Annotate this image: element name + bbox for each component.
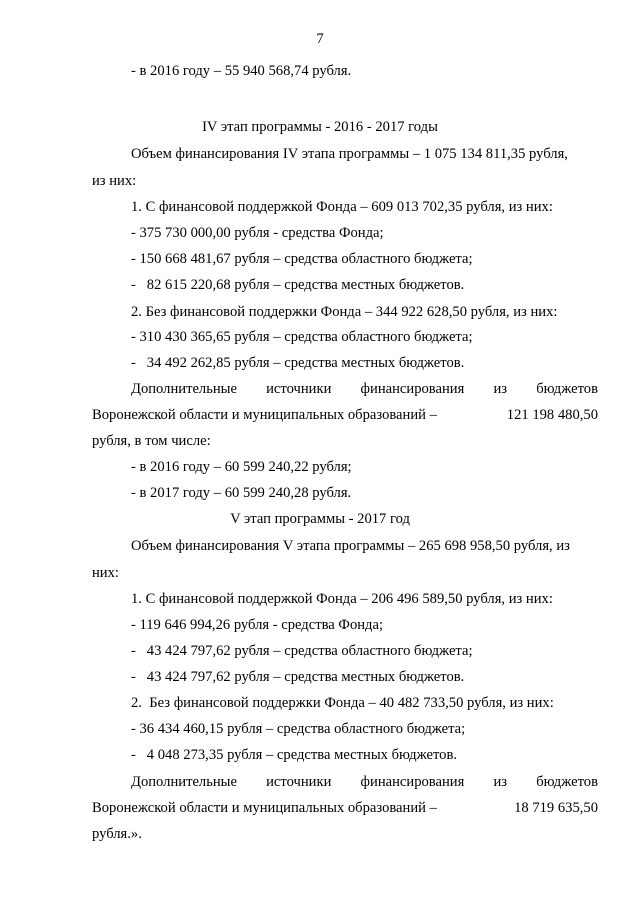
text-line: - 82 615 220,68 рубля – средства местных бюджетов.: [131, 277, 465, 293]
justified-line: [92, 406, 598, 424]
text-segment: Воронежской области и муниципальных образований –: [92, 407, 437, 423]
text-segment: Воронежской области и муниципальных образований –: [92, 800, 437, 816]
text-line: - 43 424 797,62 рубля – средства местных бюджетов.: [131, 669, 465, 685]
text-line: - 34 492 262,85 рубля – средства местных бюджетов.: [131, 355, 465, 371]
amount: 18 719 635,50: [514, 800, 598, 816]
section-heading-stage-4: IV этап программы - 2016 - 2017 годы: [202, 119, 438, 135]
word: из: [493, 774, 508, 790]
word: источники: [266, 381, 332, 397]
word: источники: [266, 774, 332, 790]
justified-line: [92, 799, 598, 817]
text-line: них:: [92, 565, 119, 581]
section-heading-stage-5: V этап программы - 2017 год: [230, 511, 410, 527]
word: бюджетов: [536, 774, 598, 790]
text-line: - в 2017 году – 60 599 240,28 рубля.: [131, 485, 352, 501]
text-line: 2. Без финансовой поддержки Фонда – 344 922 628,50 рубля, из них:: [131, 304, 558, 320]
word: Дополнительные: [131, 381, 237, 397]
text-line: из них:: [92, 173, 137, 189]
text-line: 1. С финансовой поддержкой Фонда – 206 496 589,50 рубля, из них:: [131, 591, 553, 607]
text-line: - 119 646 994,26 рубля - средства Фонда;: [131, 617, 384, 633]
page-number: 7: [316, 31, 324, 47]
text-line: - 310 430 365,65 рубля – средства областного бюджета;: [131, 329, 473, 345]
text-line: - 4 048 273,35 рубля – средства местных бюджетов.: [131, 747, 457, 763]
amount: 121 198 480,50: [506, 407, 598, 423]
justified-line: [131, 380, 598, 398]
word: Дополнительные: [131, 774, 237, 790]
text-line: - 150 668 481,67 рубля – средства областного бюджета;: [131, 251, 473, 267]
word: бюджетов: [536, 381, 598, 397]
word: из: [493, 381, 508, 397]
text-line: - 43 424 797,62 рубля – средства областного бюджета;: [131, 643, 473, 659]
text-line: - в 2016 году – 55 940 568,74 рубля.: [131, 63, 352, 79]
text-line: Объем финансирования IV этапа программы – 1 075 134 811,35 рубля,: [131, 146, 568, 162]
word: финансирования: [360, 774, 465, 790]
text-line: - 36 434 460,15 рубля – средства областного бюджета;: [131, 721, 466, 737]
word: финансирования: [360, 381, 465, 397]
text-line: 2. Без финансовой поддержки Фонда – 40 482 733,50 рубля, из них:: [131, 695, 554, 711]
text-line: 1. С финансовой поддержкой Фонда – 609 013 702,35 рубля, из них:: [131, 199, 553, 215]
text-line: - 375 730 000,00 рубля - средства Фонда;: [131, 225, 384, 241]
text-line: рубля, в том числе:: [92, 433, 211, 449]
text-line: - в 2016 году – 60 599 240,22 рубля;: [131, 459, 352, 475]
text-line: Объем финансирования V этапа программы – 265 698 958,50 рубля, из: [131, 538, 570, 554]
justified-line: [131, 773, 598, 791]
text-line: рубля.».: [92, 826, 142, 842]
